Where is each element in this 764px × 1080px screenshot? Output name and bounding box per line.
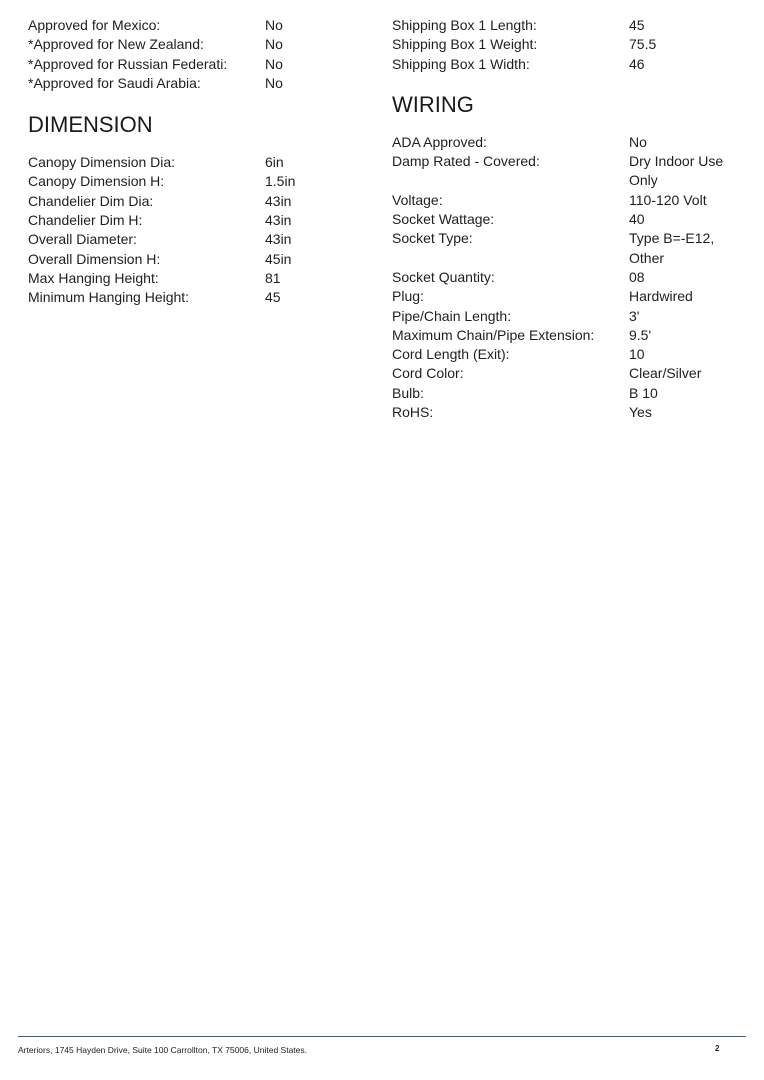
left-column <box>28 16 368 308</box>
spec-row <box>392 35 742 54</box>
spec-label: *Approved for Russian Federati: <box>28 55 228 72</box>
spec-row <box>28 35 368 54</box>
spec-row <box>28 74 368 93</box>
spec-value: 1.5in <box>265 173 296 190</box>
spec-label: Shipping Box 1 Length: <box>392 17 537 33</box>
spec-value: 43in <box>265 212 292 229</box>
spec-value-line: Only <box>629 172 658 189</box>
spec-value: No <box>629 133 647 150</box>
approvals-list <box>28 16 368 93</box>
spec-row <box>28 55 368 74</box>
spec-value: 81 <box>265 269 281 286</box>
footer-divider <box>18 1036 746 1037</box>
spec-value: 40 <box>629 211 645 228</box>
spec-value-line: Type B=-E12, <box>629 230 715 247</box>
spec-row <box>392 287 742 306</box>
spec-value <box>629 152 742 191</box>
spec-value: 3' <box>629 307 640 324</box>
spec-value: Hardwired <box>629 288 693 305</box>
spec-label: Canopy Dimension H: <box>28 173 165 190</box>
spec-label: Voltage: <box>392 191 443 208</box>
spec-value: 45 <box>629 17 645 33</box>
spec-row <box>392 326 742 345</box>
spec-label: Max Hanging Height: <box>28 269 159 286</box>
spec-value: No <box>265 17 283 33</box>
spec-row <box>392 384 742 403</box>
spec-label: Chandelier Dim Dia: <box>28 192 154 209</box>
spec-value: 43in <box>265 231 292 248</box>
spec-row <box>392 152 742 191</box>
spec-value: 6in <box>265 154 284 171</box>
spec-value: 43in <box>265 192 292 209</box>
spec-label: Canopy Dimension Dia: <box>28 154 176 171</box>
spec-row <box>392 133 742 152</box>
shipping-list <box>392 16 742 74</box>
spec-value: No <box>265 36 283 53</box>
spec-row <box>28 230 368 249</box>
spec-value: Yes <box>629 404 652 421</box>
spec-value: Clear/Silver <box>629 365 702 382</box>
spec-row <box>28 211 368 230</box>
spec-label: Damp Rated - Covered: <box>392 153 540 170</box>
spec-label: *Approved for Saudi Arabia: <box>28 74 201 91</box>
spec-label: Shipping Box 1 Weight: <box>392 36 538 53</box>
spec-label: Overall Dimension H: <box>28 250 161 267</box>
wiring-heading: WIRING <box>392 91 474 117</box>
spec-value: 08 <box>629 268 645 285</box>
spec-row <box>392 229 742 268</box>
spec-value-line: Dry Indoor Use <box>629 153 724 170</box>
spec-label: Shipping Box 1 Width: <box>392 55 530 72</box>
spec-label: ADA Approved: <box>392 133 487 150</box>
spec-value: 46 <box>629 55 645 72</box>
spec-label: Maximum Chain/Pipe Extension: <box>392 326 595 343</box>
spec-row <box>392 191 742 210</box>
spec-label: Chandelier Dim H: <box>28 212 143 229</box>
spec-label: Socket Type: <box>392 230 473 247</box>
page-number: 2 <box>715 1044 720 1053</box>
spec-label: Pipe/Chain Length: <box>392 307 512 324</box>
spec-row <box>392 403 742 422</box>
footer-address: Arteriors, 1745 Hayden Drive, Suite 100 Carrollton, TX 75006, United States. <box>18 1045 307 1055</box>
spec-row <box>28 172 368 191</box>
spec-row <box>392 16 742 35</box>
spec-label: Overall Diameter: <box>28 231 137 248</box>
dimension-heading: DIMENSION <box>28 112 153 138</box>
spec-value: 9.5' <box>629 326 652 343</box>
spec-label: Minimum Hanging Height: <box>28 289 190 306</box>
spec-label: Plug: <box>392 288 424 305</box>
spec-row <box>28 192 368 211</box>
spec-value: 10 <box>629 346 645 363</box>
dimension-list <box>28 153 368 307</box>
spec-label: RoHS: <box>392 404 434 421</box>
spec-row <box>392 55 742 74</box>
spec-row <box>392 345 742 364</box>
spec-value: 75.5 <box>629 36 657 53</box>
spec-label: Socket Quantity: <box>392 268 495 285</box>
spec-row <box>392 364 742 383</box>
spec-value: B 10 <box>629 384 658 401</box>
spec-value <box>629 229 742 268</box>
spec-value: 45 <box>265 289 281 306</box>
spec-row <box>392 268 742 287</box>
spec-value: No <box>265 55 283 72</box>
wiring-list <box>392 133 742 422</box>
spec-value: No <box>265 74 283 91</box>
spec-label: Socket Wattage: <box>392 211 495 228</box>
spec-row <box>28 288 368 307</box>
spec-row <box>28 250 368 269</box>
spec-label: *Approved for New Zealand: <box>28 36 204 53</box>
spec-label: Cord Length (Exit): <box>392 346 510 363</box>
spec-row <box>28 269 368 288</box>
spec-value-line: Other <box>629 249 665 266</box>
spec-value: 45in <box>265 250 292 267</box>
spec-label: Cord Color: <box>392 365 464 382</box>
right-column <box>392 16 742 422</box>
spec-row <box>28 153 368 172</box>
spec-value: 110-120 Volt <box>629 191 707 208</box>
spec-row <box>392 210 742 229</box>
spec-label: Bulb: <box>392 384 424 401</box>
spec-row <box>28 16 368 35</box>
spec-label: Approved for Mexico: <box>28 17 161 33</box>
spec-row <box>392 307 742 326</box>
